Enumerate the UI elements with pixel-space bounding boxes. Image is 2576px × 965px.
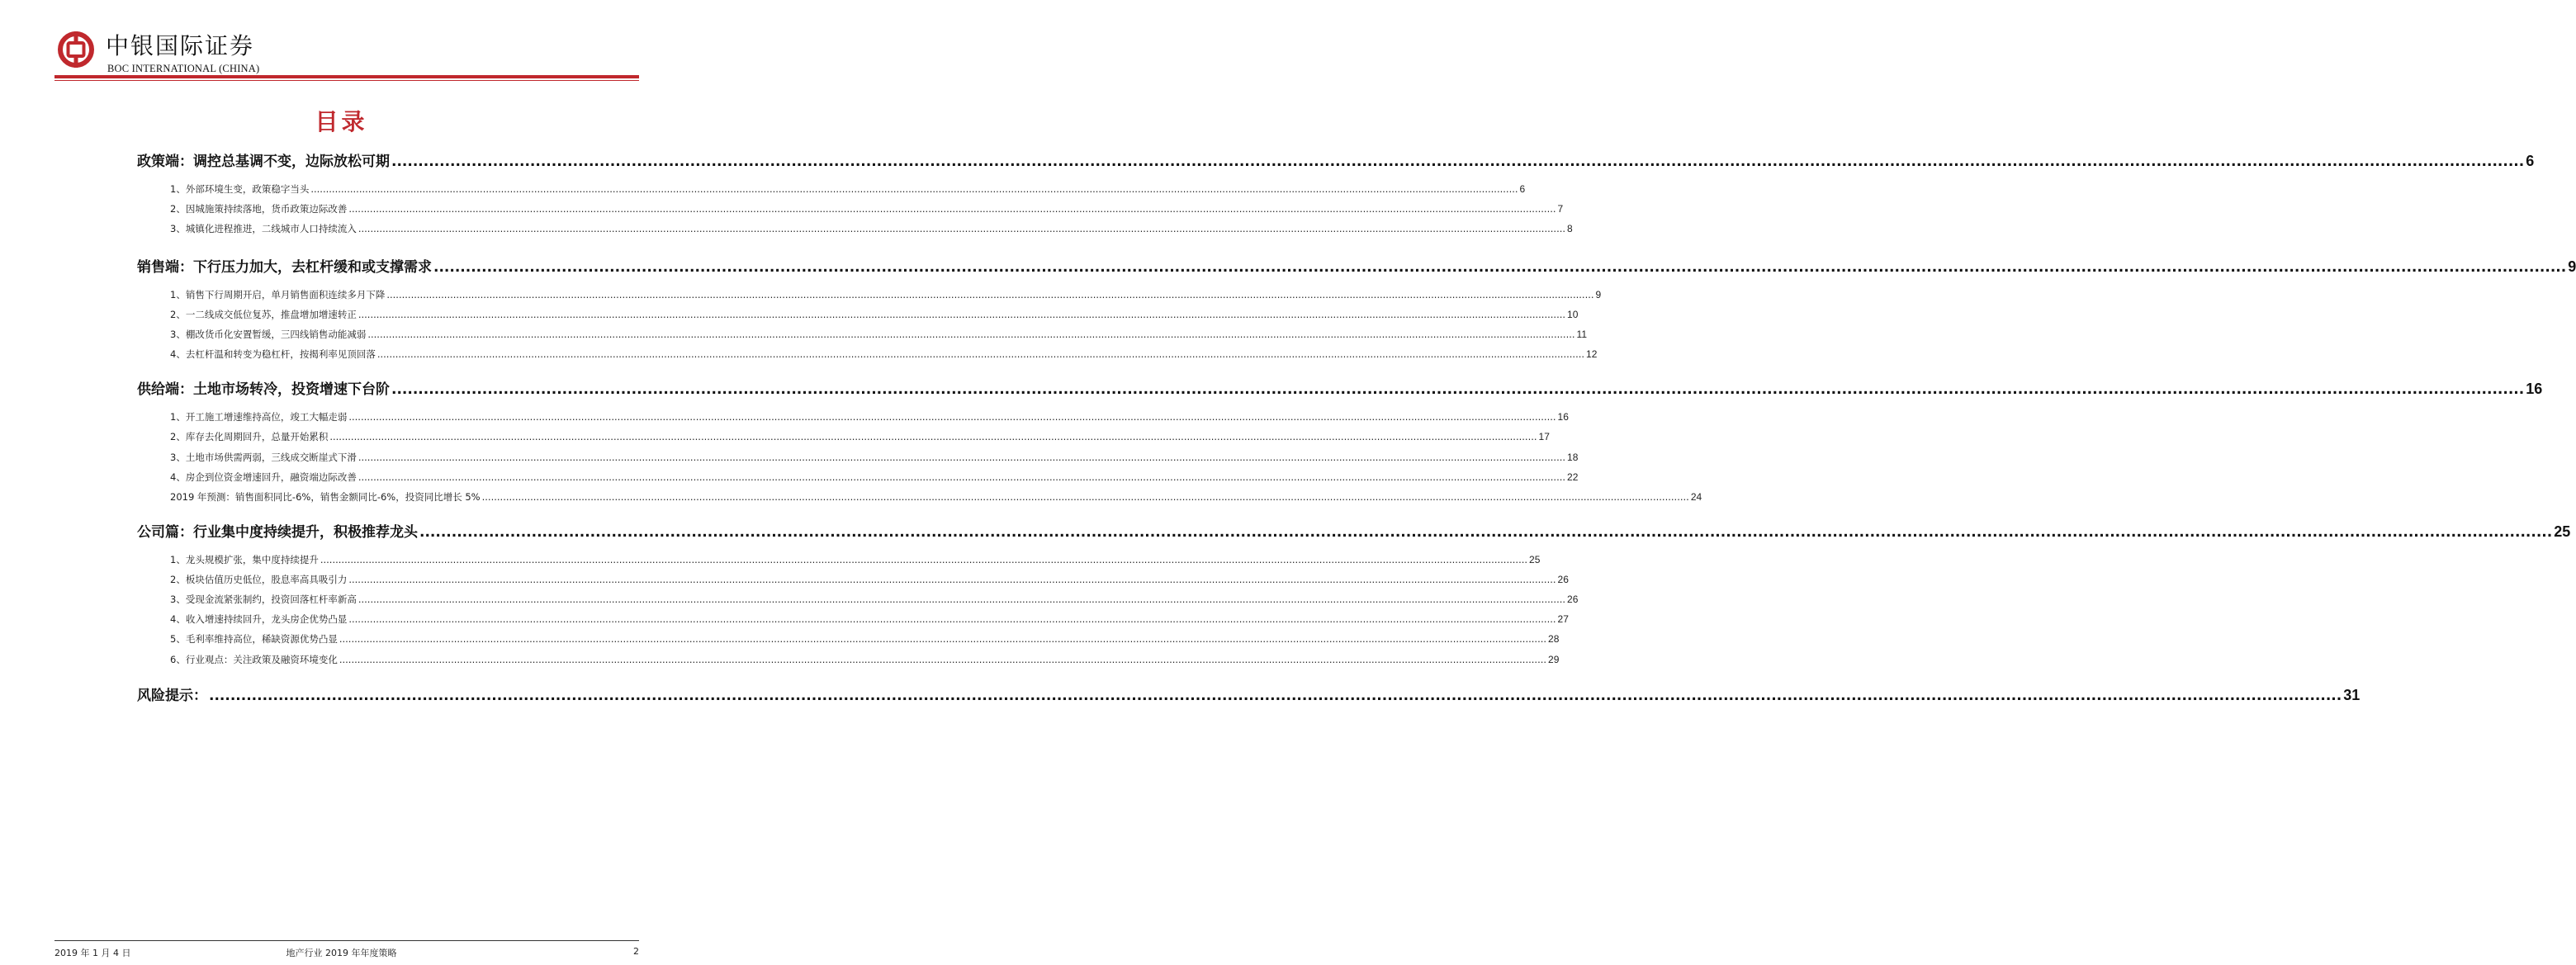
toc-dot-leader: ................................................................................................................................................................................................................................................................................................................................................................................................................ [358, 309, 1566, 320]
toc-dot-leader: ................................................................................................................................................................................................................................................................................................................................................................................................................ [348, 203, 1556, 215]
toc-page-number: 29 [1548, 654, 1560, 665]
toc-entry-title: 2、板块估值历史低位，股息率高具吸引力 [170, 574, 348, 585]
toc-dot-leader: ................................................................................................................................................................................................................................................................................................................................................................................................................ [348, 613, 1556, 625]
toc-section-entry[interactable] [137, 149, 2535, 170]
toc-page-number: 24 [1690, 491, 1702, 503]
toc-page-number: 22 [1567, 471, 1579, 483]
toc-entry-title: 1、销售下行周期开启，单月销售面积连续多月下降 [170, 289, 386, 300]
toc-dot-leader: ................................................................................................................................................................................................................................................................................................................................................................................................................ [348, 411, 1556, 423]
toc-page-number: 16 [1557, 411, 1569, 423]
toc-entry-title: 3、土地市场供需两弱，三线成交断崖式下滑 [170, 452, 357, 463]
footer-date: 2019 年 1 月 4 日 [54, 948, 131, 958]
toc-dot-leader: ................................................................................................................................................................................................................................................................................................................................................................................................................ [376, 348, 1585, 360]
toc-entry-title: 政策端：调控总基调不变，边际放松可期 [137, 154, 390, 170]
toc-dot-leader: ................................................................................................................................................................................................................................................................................................................................................................................................................ [367, 329, 1575, 340]
toc-dot-leader: ................................................................................................................................................................................................................................................................................................................................................................................................................ [419, 524, 2553, 541]
toc-dot-leader: ................................................................................................................................................................................................................................................................................................................................................................................................................ [320, 554, 1528, 565]
toc-entry-title: 4、收入增速持续回升，龙头房企优势凸显 [170, 613, 348, 625]
toc-entry-title: 3、城镇化进程推进，二线城市人口持续流入 [170, 223, 357, 234]
toc-entry-title: 2、库存去化周期回升，总量开始累积 [170, 431, 329, 442]
toc-page-number: 28 [1548, 633, 1560, 645]
toc-subsection-entry[interactable] [170, 348, 1598, 361]
toc-entry-title: 销售端：下行压力加大，去杠杆缓和或支撑需求 [137, 259, 432, 276]
toc-dot-leader: ................................................................................................................................................................................................................................................................................................................................................................................................................ [329, 431, 1537, 442]
toc-entry-title: 4、去杠杆温和转变为稳杠杆，按揭利率见顶回落 [170, 348, 376, 360]
toc-section-entry[interactable] [137, 255, 2576, 276]
toc-entry-title: 2、因城施策持续落地，货币政策边际改善 [170, 203, 348, 215]
toc-subsection-entry[interactable] [170, 430, 1550, 443]
toc-dot-leader: ................................................................................................................................................................................................................................................................................................................................................................................................................ [358, 452, 1566, 463]
footer-report-title: 地产行业 2019 年年度策略 [286, 948, 397, 958]
brand-name-cn: 中银国际证券 [106, 32, 255, 59]
toc-entry-title: 1、外部环境生变，政策稳字当头 [170, 183, 310, 195]
toc-subsection-entry[interactable] [170, 632, 1560, 646]
toc-subsection-entry[interactable] [170, 451, 1579, 464]
toc-page-number: 6 [1519, 183, 1526, 195]
toc-dot-leader: ................................................................................................................................................................................................................................................................................................................................................................................................................ [391, 154, 2525, 170]
toc-subsection-entry[interactable] [170, 653, 1560, 666]
toc-subsection-entry[interactable] [170, 593, 1579, 606]
toc-page-number: 10 [1567, 309, 1579, 320]
toc-page-number: 9 [2568, 258, 2576, 275]
toc-entry-title: 5、毛利率维持高位，稀缺资源优势凸显 [170, 633, 338, 645]
toc-entry-title: 2019 年预测：销售面积同比-6%，销售金额同比-6%，投资同比增长 5% [170, 491, 481, 503]
footer-page-number: 2 [633, 946, 639, 957]
toc-page-number: 18 [1567, 452, 1579, 463]
toc-page-number: 31 [2343, 687, 2361, 703]
toc-subsection-entry[interactable] [170, 328, 1588, 341]
toc-entry-title: 3、棚改货币化安置暂缓，三四线销售动能减弱 [170, 329, 367, 340]
toc-page-number: 26 [1567, 594, 1579, 605]
toc-dot-leader: ................................................................................................................................................................................................................................................................................................................................................................................................................ [348, 574, 1556, 585]
toc-dot-leader: ................................................................................................................................................................................................................................................................................................................................................................................................................ [358, 471, 1566, 483]
toc-subsection-entry[interactable] [170, 410, 1569, 423]
toc-page-number: 25 [1529, 554, 1541, 565]
toc-subsection-entry[interactable] [170, 553, 1541, 566]
toc-page-number: 16 [2526, 381, 2543, 397]
toc-subsection-entry[interactable] [170, 490, 1702, 504]
toc-page-number: 25 [2554, 523, 2571, 540]
toc-page-number: 12 [1586, 348, 1598, 360]
toc-page-number: 9 [1595, 289, 1602, 300]
toc-subsection-entry[interactable] [170, 573, 1569, 586]
toc-subsection-entry[interactable] [170, 308, 1579, 321]
toc-section-entry[interactable] [137, 520, 2571, 541]
toc-subsection-entry[interactable] [170, 202, 1564, 215]
toc-entry-title: 风险提示： [137, 688, 207, 704]
toc-dot-leader: ................................................................................................................................................................................................................................................................................................................................................................................................................ [481, 491, 1689, 503]
toc-dot-leader: ................................................................................................................................................................................................................................................................................................................................................................................................................ [310, 183, 1518, 195]
toc-entry-title: 3、受现金流紧张制约，投资回落杠杆率新高 [170, 594, 357, 605]
toc-section-entry[interactable] [137, 377, 2543, 398]
brand-name-en: BOC INTERNATIONAL (CHINA) [107, 63, 260, 74]
toc-dot-leader: ................................................................................................................................................................................................................................................................................................................................................................................................................ [386, 289, 1594, 300]
toc-title: 目录 [315, 108, 368, 135]
toc-page-number: 8 [1567, 223, 1573, 234]
toc-dot-leader: ................................................................................................................................................................................................................................................................................................................................................................................................................ [339, 654, 1547, 665]
toc-dot-leader: ................................................................................................................................................................................................................................................................................................................................................................................................................ [358, 223, 1566, 234]
toc-dot-leader: ................................................................................................................................................................................................................................................................................................................................................................................................................ [209, 688, 2342, 704]
toc-subsection-entry[interactable] [170, 222, 1573, 235]
toc-entry-title: 供给端：土地市场转冷，投资增速下台阶 [137, 381, 390, 398]
toc-dot-leader: ................................................................................................................................................................................................................................................................................................................................................................................................................ [339, 633, 1547, 645]
toc-subsection-entry[interactable] [170, 182, 1526, 196]
toc-page-number: 6 [2526, 153, 2535, 169]
toc-page-number: 17 [1538, 431, 1550, 442]
boc-logo-icon [58, 31, 94, 68]
toc-dot-leader: ................................................................................................................................................................................................................................................................................................................................................................................................................ [358, 594, 1566, 605]
toc-entry-title: 1、开工施工增速维持高位，竣工大幅走弱 [170, 411, 348, 423]
header-divider-thin [54, 80, 639, 81]
toc-page-number: 11 [1576, 329, 1588, 340]
toc-dot-leader: ................................................................................................................................................................................................................................................................................................................................................................................................................ [433, 259, 2567, 276]
toc-subsection-entry[interactable] [170, 471, 1579, 484]
toc-page-number: 7 [1557, 203, 1564, 215]
toc-subsection-entry[interactable] [170, 288, 1602, 301]
page-header [51, 25, 639, 81]
toc-entry-title: 公司篇：行业集中度持续提升，积极推荐龙头 [137, 524, 418, 541]
toc-entry-title: 6、行业观点：关注政策及融资环境变化 [170, 654, 338, 665]
toc-page-number: 26 [1557, 574, 1569, 585]
toc-page-number: 27 [1557, 613, 1569, 625]
header-divider [54, 75, 639, 78]
toc-entry-title: 4、房企到位资金增速回升，融资端边际改善 [170, 471, 357, 483]
toc-section-entry[interactable] [137, 684, 2361, 704]
footer-divider [54, 940, 639, 941]
toc-dot-leader: ................................................................................................................................................................................................................................................................................................................................................................................................................ [391, 381, 2525, 398]
toc-entry-title: 1、龙头规模扩张，集中度持续提升 [170, 554, 319, 565]
toc-subsection-entry[interactable] [170, 613, 1569, 626]
toc-entry-title: 2、一二线成交低位复苏，推盘增加增速转正 [170, 309, 357, 320]
